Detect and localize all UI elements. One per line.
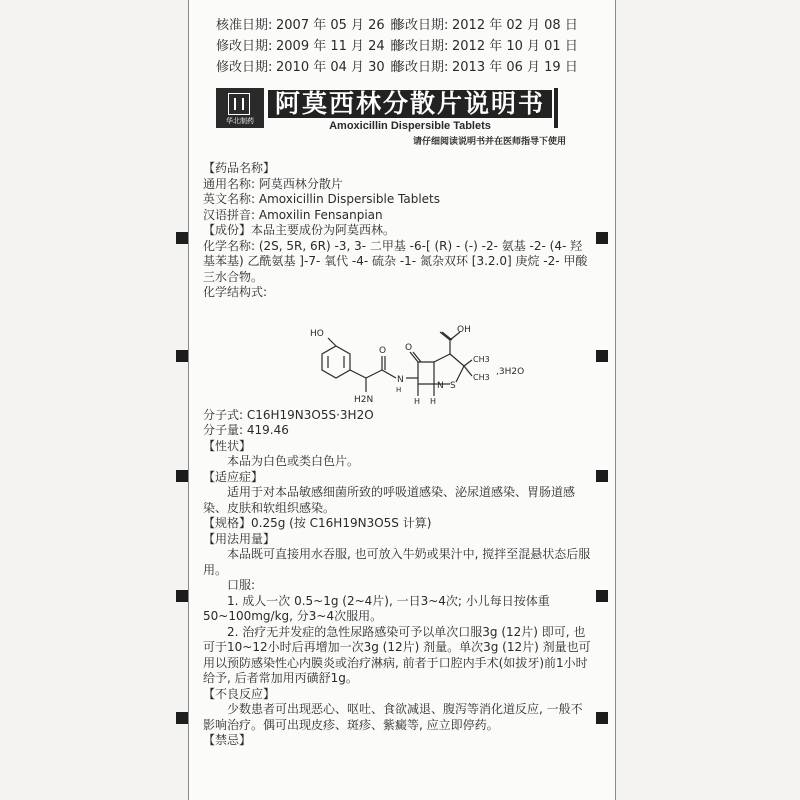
registration-mark <box>596 712 608 724</box>
registration-mark <box>176 232 188 244</box>
drug-name-heading: 【药品名称】 <box>203 161 276 175</box>
oral-label: 口服: <box>227 578 256 592</box>
date-row <box>216 57 578 78</box>
hydroxyl-label: HO <box>310 329 324 339</box>
adverse-heading: 【不良反应】 <box>203 686 276 701</box>
usage-instruction: 请仔细阅读说明书并在医师指导下使用 <box>412 137 566 147</box>
leaflet-body <box>203 161 591 749</box>
registration-mark <box>176 350 188 362</box>
registration-mark <box>596 232 608 244</box>
adverse-text: 少数患者可出现恶心、呕吐、食欲减退、腹泻等消化道反应, 一般不影响治疗。偶可出现皮疹、斑疹、紫癜等, 应立即停药。 <box>203 702 583 732</box>
molecular-weight: 分子量: 419.46 <box>203 423 289 437</box>
date-value: 2012 年 10 月 01 日 <box>452 39 578 54</box>
amide-n-label: N <box>397 375 404 385</box>
amide-h-label: H <box>396 386 402 394</box>
date-value: 2009 年 11 月 24 日 <box>276 39 402 54</box>
dosage-adult: 1. 成人一次 0.5~1g (2~4片), 一日3~4次; 小儿每日按体重 50~100mg/kg, 分3~4次服用。 <box>203 593 550 623</box>
indications-heading: 【适应症】 <box>203 469 264 484</box>
title-bar-end <box>554 88 558 128</box>
registration-mark <box>176 712 188 724</box>
hydrogen-label: H <box>430 397 437 406</box>
dosage-text: 本品既可直接用水吞服, 也可放入牛奶或果汁中, 搅拌至混悬状态后服用。 <box>203 547 591 577</box>
contraindications-heading: 【禁忌】 <box>203 733 252 747</box>
ingredients: 【成份】本品主要成份为阿莫西林。 <box>203 223 396 237</box>
dosage-heading: 【用法用量】 <box>203 531 276 546</box>
specification: 【规格】0.25g (按 C16H19N3O5S 计算) <box>203 516 432 530</box>
registration-mark <box>176 590 188 602</box>
logo-text: 华北制药 <box>226 117 254 125</box>
registration-mark <box>596 350 608 362</box>
logo-emblem-icon <box>228 93 250 115</box>
sheet-left-edge <box>188 0 189 800</box>
molecular-formula: 分子式: C16H19N3O5S·3H2O <box>203 407 374 422</box>
hydrogen-label: H <box>414 397 421 406</box>
leaflet-header <box>216 88 566 148</box>
dosage-uti: 2. 治疗无并发症的急性尿路感染可予以单次口服3g (12片) 即可, 也可于10~12小时后再增加一次3g (12片) 剂量。单次3g (12片) 剂量也可用以预防感染性心内膜炎或治疗淋病, 前者于口腔内手术(如拔牙)前1小时给予, 后者常加用丙磺舒1g。 <box>203 624 591 685</box>
revision-dates <box>216 15 578 78</box>
properties-heading: 【性状】 <box>203 438 252 453</box>
beta-lactam-ring <box>418 362 434 384</box>
benzene-ring <box>322 346 350 378</box>
methyl-label: CH3 <box>473 373 490 382</box>
date-label: 修改日期: <box>392 39 449 54</box>
lactam-o-label: O <box>405 343 413 353</box>
properties-text: 本品为白色或类白色片。 <box>227 454 360 468</box>
date-row <box>216 15 578 36</box>
chemical-structure-diagram <box>300 322 540 418</box>
english-name: 英文名称: Amoxicillin Dispersible Tablets <box>203 192 441 206</box>
amine-label: H2N <box>354 395 374 405</box>
date-row <box>216 36 578 57</box>
registration-mark <box>596 590 608 602</box>
date-label: 修改日期: <box>216 39 273 54</box>
sulfur-label: S <box>450 381 456 391</box>
carboxyl-label: OH <box>457 325 471 335</box>
company-logo <box>216 88 264 128</box>
indications-text: 适用于对本品敏感细菌所致的呼吸道感染、泌尿道感染、胃肠道感染、皮肤和软组织感染。 <box>203 485 576 515</box>
ring-n-label: N <box>437 381 444 391</box>
hydrate-label: ,3H2O <box>496 367 525 377</box>
structure-heading: 化学结构式: <box>203 285 268 299</box>
date-label: 修改日期: <box>392 18 449 33</box>
carbonyl-o-label: O <box>379 346 387 356</box>
date-label: 核准日期: <box>216 18 273 33</box>
pinyin-name: 汉语拼音: Amoxilin Fensanpian <box>203 207 383 222</box>
generic-name: 通用名称: 阿莫西林分散片 <box>203 176 343 191</box>
date-label: 修改日期: <box>392 60 449 75</box>
page-title: 阿莫西林分散片说明书 <box>268 90 552 118</box>
date-value: 2007 年 05 月 26 日 <box>276 18 402 33</box>
date-label: 修改日期: <box>216 60 273 75</box>
english-title: Amoxicillin Dispersible Tablets <box>329 120 491 132</box>
date-value: 2013 年 06 月 19 日 <box>452 60 578 75</box>
date-value: 2012 年 02 月 08 日 <box>452 18 578 33</box>
registration-mark <box>176 470 188 482</box>
sheet-right-edge <box>615 0 616 800</box>
methyl-label: CH3 <box>473 355 490 364</box>
date-value: 2010 年 04 月 30 日 <box>276 60 402 75</box>
chemical-name: 化学名称: (2S, 5R, 6R) -3, 3- 二甲基 -6-[ (R) - (-) -2- 氨基 -2- (4- 羟基苯基) 乙酰氨基 ]-7- 氧代 -4- 硫杂 -1- 氮杂双环 [3.2.0] 庚烷 -2- 甲酸三水合物。 <box>203 238 588 284</box>
registration-mark <box>596 470 608 482</box>
